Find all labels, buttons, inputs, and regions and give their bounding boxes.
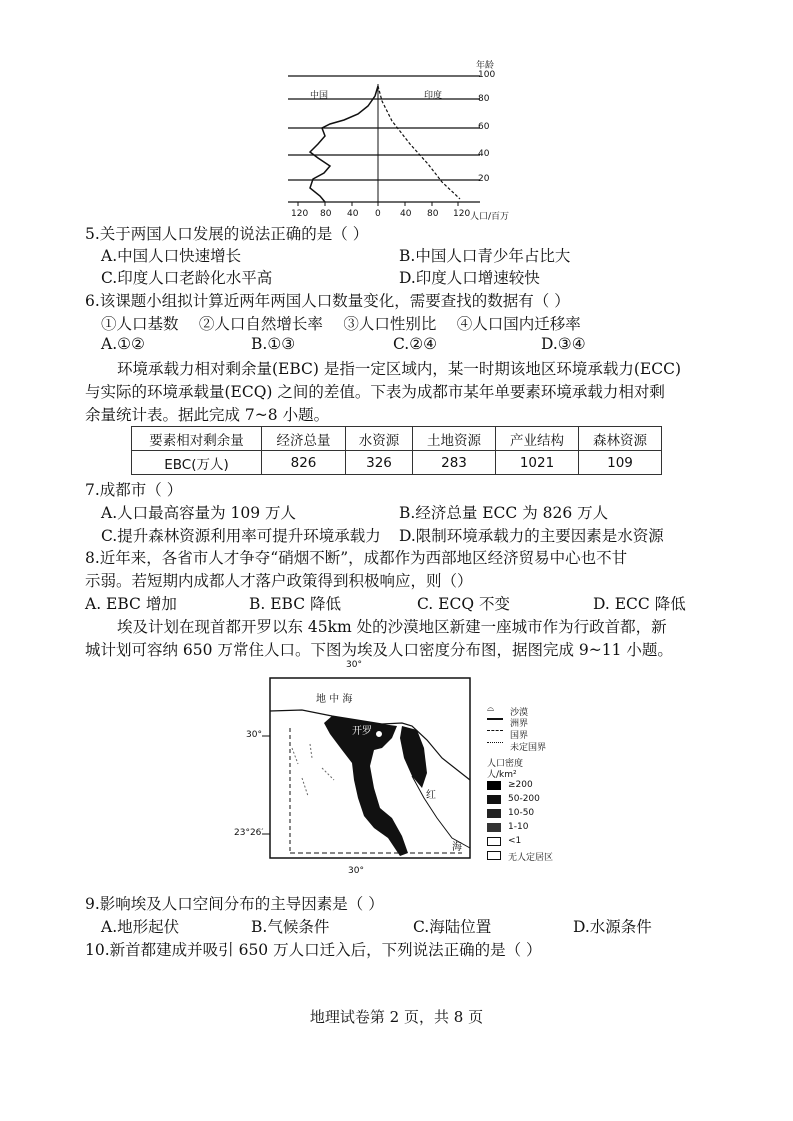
legend-level: 无人定居区 [508, 853, 554, 863]
legend-level: 10-50 [508, 808, 535, 818]
egypt-map-svg [262, 668, 477, 866]
egypt-intro-line2: 城计划可容纳 650 万常住人口。下图为埃及人口密度分布图，据图完成 9~11 小题。 [85, 641, 673, 659]
red-sea-label-2: 海 [452, 842, 462, 853]
table-header-cell: 土地资源 [413, 427, 496, 451]
red-sea-label-1: 红 [426, 790, 436, 801]
india-label: 印度 [424, 91, 443, 101]
y-tick-100: 100 [478, 70, 496, 80]
cairo-label: 开罗 [352, 726, 372, 737]
table-header-row [132, 427, 662, 451]
q6-items: ①人口基数 ②人口自然增长率 ③人口性别比 ④人口国内迁移率 [101, 315, 581, 333]
y-tick-40: 40 [478, 149, 490, 159]
egypt-intro-line1: 埃及计划在现首都开罗以东 45km 处的沙漠地区新建一座城市作为行政首都，新 [117, 618, 667, 636]
table-cell: 826 [262, 451, 346, 475]
china-curve [310, 86, 378, 202]
table-header-cell: 产业结构 [496, 427, 579, 451]
page-footer: 地理试卷第 2 页，共 8 页 [309, 1008, 484, 1026]
legend-level: <1 [508, 836, 522, 846]
q7-option-b: B.经济总量 ECC 为 826 万人 [399, 504, 609, 522]
desert-icon: ⌓ [487, 704, 495, 714]
undetermined-boundary-icon [487, 742, 503, 743]
china-label: 中国 [310, 91, 329, 101]
legend-density-unit: 人/km² [487, 770, 517, 780]
q7-option-d: D.限制环境承载力的主要因素是水资源 [399, 527, 664, 545]
q8-stem-line1: 8.近年来，各省市人才争夺“硝烟不断”，成都作为西部地区经济贸易中心也不甘 [85, 549, 628, 567]
q5-option-d: D.印度人口增速较快 [399, 269, 540, 287]
table-header-cell: 经济总量 [262, 427, 346, 451]
q6-option-d: D.③④ [541, 335, 586, 353]
continent-boundary-icon [487, 718, 503, 720]
q9-option-d: D.水源条件 [573, 918, 652, 936]
table-header-cell: 森林资源 [579, 427, 662, 451]
legend-swatch [487, 809, 501, 818]
ebc-intro-line2: 与实际的环境承载量(ECQ) 之间的差值。下表为成都市某年单要素环境承载力相对剩 [85, 383, 665, 401]
q5-option-a: A.中国人口快速增长 [101, 247, 242, 265]
x-tick: 0 [375, 209, 381, 219]
q8-stem-line2: 示弱。若短期内成都人才落户政策得到积极响应，则（） [85, 572, 473, 590]
mediterranean-label: 地 中 海 [316, 694, 353, 705]
q9-option-b: B.气候条件 [251, 918, 330, 936]
q5-stem: 5.关于两国人口发展的说法正确的是（ ） [85, 225, 369, 243]
y-tick-20: 20 [478, 174, 490, 184]
q9-option-c: C.海陆位置 [413, 918, 492, 936]
map-bottom-longitude: 30° [348, 866, 364, 876]
legend-swatch [487, 851, 501, 860]
legend-continent-boundary: 洲界 [510, 719, 529, 729]
table-cell: 1021 [496, 451, 579, 475]
x-tick: 80 [427, 209, 439, 219]
q7-stem: 7.成都市（ ） [85, 481, 183, 499]
y-tick-80: 80 [478, 94, 490, 104]
q5-option-b: B.中国人口青少年占比大 [399, 247, 571, 265]
q9-stem: 9.影响埃及人口空间分布的主导因素是（ ） [85, 895, 384, 913]
table-header-cell: 要素相对剩余量 [132, 427, 262, 451]
q6-option-b: B.①③ [251, 335, 296, 353]
india-curve [378, 86, 460, 199]
table-cell: 326 [346, 451, 413, 475]
x-unit-label: 人口/百万 [470, 212, 510, 222]
map-top-longitude: 30° [346, 660, 362, 670]
ebc-intro-line3: 余量统计表。据此完成 7~8 小题。 [85, 406, 330, 424]
q8-option-d: D. ECC 降低 [593, 595, 686, 613]
legend-level: ≥200 [508, 780, 533, 790]
q5-option-c: C.印度人口老龄化水平高 [101, 269, 273, 287]
legend-desert: 沙漠 [510, 708, 529, 718]
q8-option-c: C. ECQ 不变 [417, 595, 510, 613]
x-tick: 40 [347, 209, 359, 219]
legend-swatch [487, 781, 501, 790]
population-age-chart-svg [280, 56, 520, 222]
table-row [132, 451, 662, 475]
y-axis-title: 年龄 [476, 61, 495, 71]
table-header-cell: 水资源 [346, 427, 413, 451]
y-tick-60: 60 [478, 122, 490, 132]
map-lat-2326: 23°26′ [234, 828, 264, 838]
q8-option-b: B. EBC 降低 [249, 595, 342, 613]
national-boundary-icon [487, 730, 503, 731]
q10-stem: 10.新首都建成并吸引 650 万人口迁入后，下列说法正确的是（ ） [85, 941, 542, 959]
legend-swatch [487, 837, 501, 846]
legend-swatch [487, 795, 501, 804]
table-cell: EBC(万人) [132, 451, 262, 475]
legend-national-boundary: 国界 [510, 731, 529, 741]
table-cell: 283 [413, 451, 496, 475]
q6-option-c: C.②④ [393, 335, 438, 353]
q9-option-a: A.地形起伏 [101, 918, 180, 936]
q8-option-a: A. EBC 增加 [85, 595, 177, 613]
x-tick: 120 [453, 209, 471, 219]
ebc-table [131, 426, 662, 475]
legend-density-title: 人口密度 [487, 759, 524, 769]
q6-option-a: A.①② [101, 335, 145, 353]
legend-level: 50-200 [508, 794, 540, 804]
legend-swatch [487, 823, 501, 832]
x-tick: 40 [400, 209, 412, 219]
ebc-intro-line1: 环境承载力相对剩余量(EBC) 是指一定区域内，某一时期该地区环境承载力(ECC) [117, 360, 682, 378]
legend-level: 1-10 [508, 822, 529, 832]
table-cell: 109 [579, 451, 662, 475]
legend-undetermined-boundary: 未定国界 [510, 743, 547, 753]
q7-option-c: C.提升森林资源利用率可提升环境承载力 [101, 527, 381, 545]
x-tick: 120 [291, 209, 309, 219]
cairo-marker [376, 731, 383, 738]
map-lat-30: 30° [246, 730, 262, 740]
q7-option-a: A.人口最高容量为 109 万人 [101, 504, 297, 522]
q6-stem: 6.该课题小组拟计算近两年两国人口数量变化，需要查找的数据有（ ） [85, 292, 570, 310]
x-tick: 80 [320, 209, 332, 219]
